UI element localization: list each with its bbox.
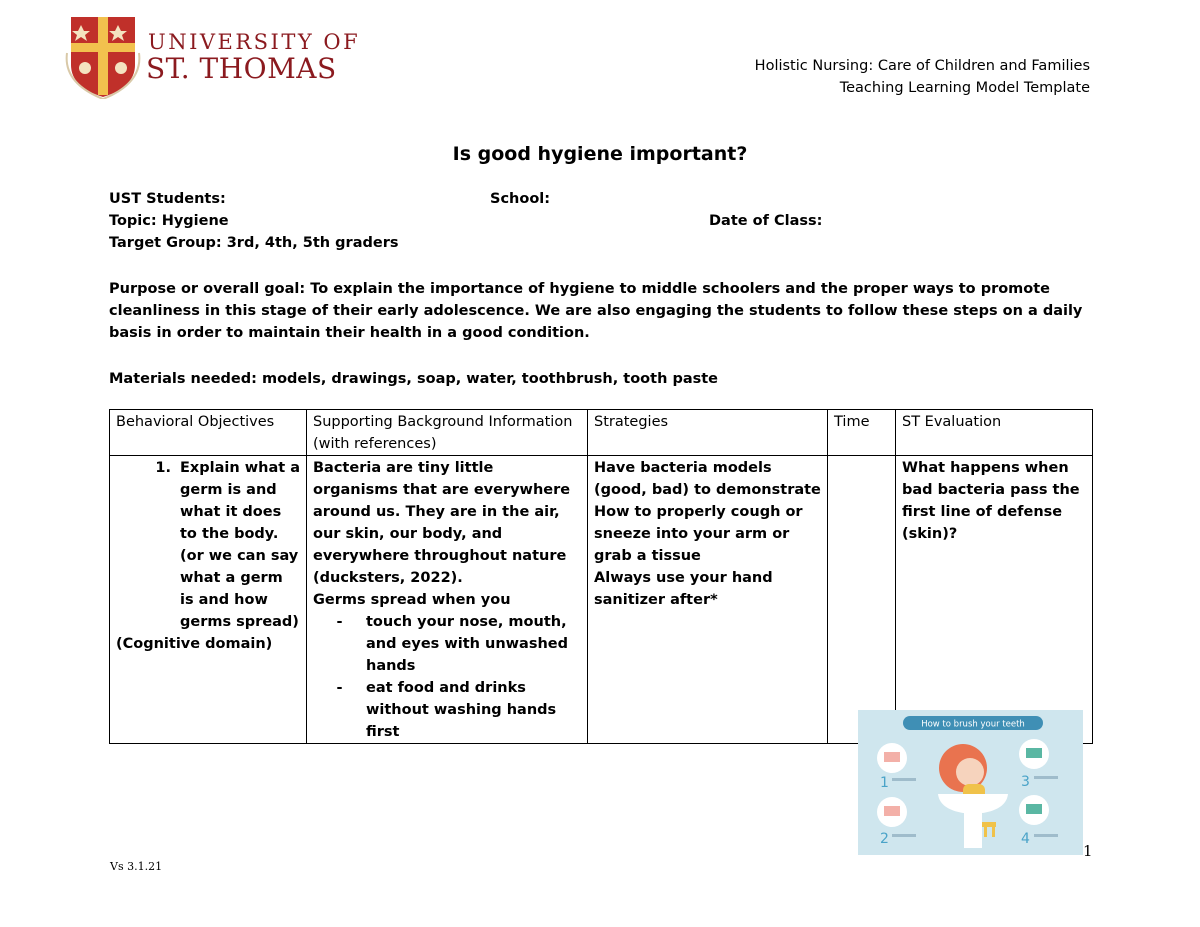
objective-number: 1. <box>155 460 171 476</box>
header-course: Holistic Nursing: Care of Children and Families <box>754 58 1090 74</box>
header-template: Teaching Learning Model Template <box>839 80 1090 96</box>
students-label: UST Students: <box>109 191 226 207</box>
svg-text:1: 1 <box>880 775 889 791</box>
list-item: - eat food and drinks without washing hands first <box>336 680 557 740</box>
toothbrushing-poster-image <box>858 710 1083 855</box>
header-behavioral-objectives: Behavioral Objectives <box>110 410 307 456</box>
table-header-row <box>110 410 1093 456</box>
list-item: - touch your nose, mouth, and eyes with unwashed hands <box>336 614 568 674</box>
objective-text: Explain what a germ is and what it does to the body. (or we can say what a germ is and how germs spread) <box>180 460 301 630</box>
version-footer: Vs 3.1.21 <box>110 860 163 873</box>
time-cell <box>828 456 896 744</box>
header-strategies: Strategies <box>588 410 828 456</box>
target-group-label: Target Group: 3rd, 4th, 5th graders <box>109 235 399 251</box>
page-title: Is good hygiene important? <box>452 143 748 165</box>
materials-paragraph: Materials needed: models, drawings, soap, water, toothbrush, tooth paste <box>109 371 718 387</box>
strategies-cell: Have bacteria models (good, bad) to demonstrate How to properly cough or sneeze into your arm or grab a tissue Always use your hand sanitizer after* <box>588 456 828 744</box>
purpose-paragraph: Purpose or overall goal: To explain the importance of hygiene to middle schoolers and the proper ways to promote cleanliness in this stage of their early adolescence. We are also engaging the students to follow these steps on a daily basis in order to maintain their health in a good condition. <box>109 281 1083 341</box>
header-time: Time <box>828 410 896 456</box>
page-number: 1 <box>1083 842 1093 860</box>
evaluation-cell: What happens when bad bacteria pass the first line of defense (skin)? <box>896 456 1093 744</box>
objectives-table <box>109 409 1093 744</box>
background-paragraph: Bacteria are tiny little organisms that are everywhere around us. They are in the air, our skin, our body, and everywhere throughout nature (ducksters, 2022). <box>313 460 571 586</box>
poster-title: How to brush your teeth <box>921 719 1025 730</box>
school-label: School: <box>490 191 551 207</box>
svg-text:3: 3 <box>1021 774 1030 790</box>
logo-text-st-thomas: ST. THOMAS <box>146 52 337 85</box>
table-row <box>110 456 1093 744</box>
svg-text:4: 4 <box>1021 831 1030 847</box>
svg-text:2: 2 <box>880 831 889 847</box>
background-cell <box>307 456 588 744</box>
header-st-evaluation: ST Evaluation <box>896 410 1093 456</box>
objective-domain: (Cognitive domain) <box>116 636 273 652</box>
crest-icon <box>63 13 143 99</box>
logo-text-university: UNIVERSITY OF <box>148 30 361 54</box>
topic-label: Topic: Hygiene <box>109 213 229 229</box>
objective-cell <box>110 456 307 744</box>
header-background-info: Supporting Background Information (with references) <box>307 410 588 456</box>
germs-spread-text: Germs spread when you <box>313 592 511 608</box>
date-label: Date of Class: <box>709 213 823 229</box>
